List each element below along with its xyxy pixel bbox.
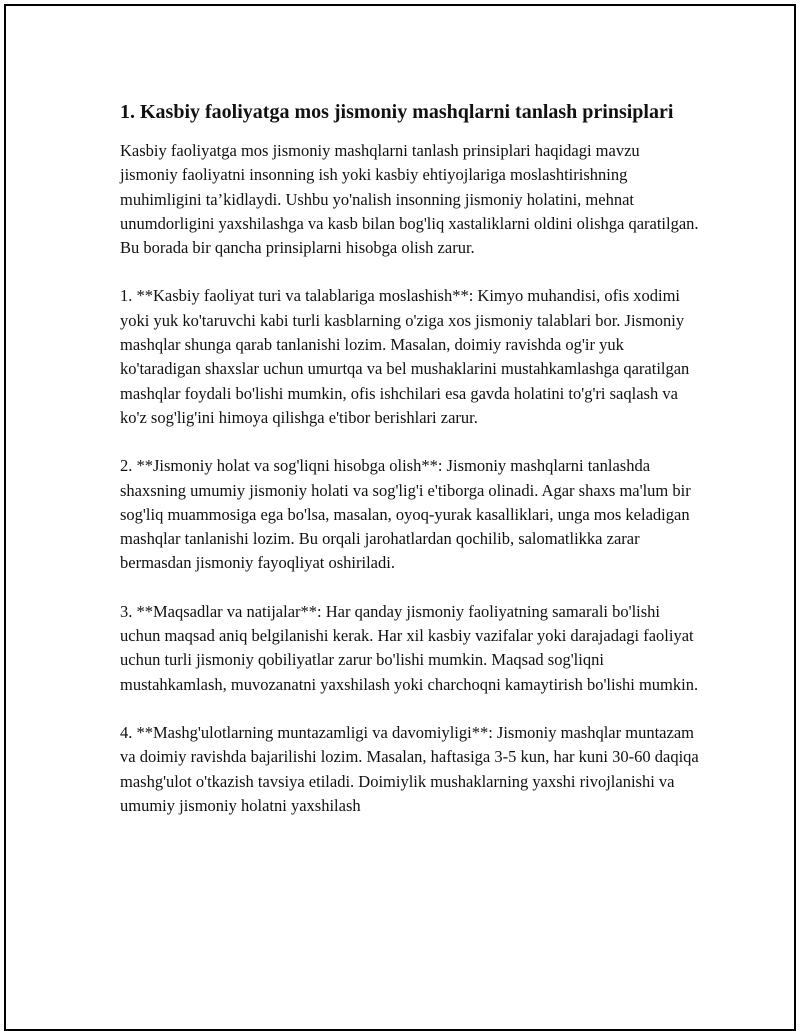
document-body	[120, 98, 700, 842]
page-frame	[4, 4, 796, 1031]
intro-paragraph: Kasbiy faoliyatga mos jismoniy mashqlarni tanlash prinsiplari haqidagi mavzu jismoniy faoliyatni insonning ish yoki kasbiy ehtiyojlariga moslashtirishning muhimligini ta’kidlaydi. Ushbu yo'nalish insonning jismoniy holatini, mehnat unumdorligini yaxshilashga va kasb bilan bog'liq xastaliklarni oldini olishga qaratilgan. Bu borada bir qancha prinsiplarni hisobga olish zarur.	[120, 141, 699, 258]
principle-1-paragraph: 1. **Kasbiy faoliyat turi va talablariga moslashish**: Kimyo muhandisi, ofis xodimi yoki yuk ko'taruvchi kabi turli kasblarning o'ziga xos jismoniy talablari bor. Jismoniy mashqlar shunga qarab tanlanishi lozim. Masalan, doimiy ravishda og'ir yuk ko'taradigan shaxslar uchun umurtqa va bel mushaklarini mustahkamlashga qaratilgan mashqlar foydali bo'lishi mumkin, ofis ishchilari esa gavda holatini to'g'ri saqlash va ko'z sog'lig'ini himoya qilishga e'tibor berishlari zarur.	[120, 286, 690, 427]
principle-2-paragraph: 2. **Jismoniy holat va sog'liqni hisobga olish**: Jismoniy mashqlarni tanlashda shaxsning umumiy jismoniy holati va sog'lig'i e'tiborga olinadi. Agar shaxs ma'lum bir sog'liq muammosiga ega bo'lsa, masalan, oyoq-yurak kasalliklari, unga mos keladigan mashqlar tanlanishi lozim. Bu orqali jarohatlardan qochilib, salomatlikka zarar bermasdan jismoniy fayoqliyat oshiriladi.	[120, 456, 691, 573]
principle-4-paragraph: 4. **Mashg'ulotlarning muntazamligi va davomiyligi**: Jismoniy mashqlar muntazam va doimiy ravishda bajarilishi lozim. Masalan, haftasiga 3-5 kun, har kuni 30-60 daqiqa mashg'ulot o'tkazish tavsiya etiladi. Doimiylik mushaklarning yaxshi rivojlanishi va umumiy jismoniy holatni yaxshilash	[120, 722, 699, 815]
document-title: 1. Kasbiy faoliyatga mos jismoniy mashqlarni tanlash prinsiplari	[120, 101, 674, 123]
principle-3-paragraph: 3. **Maqsadlar va natijalar**: Har qanday jismoniy faoliyatning samarali bo'lishi uchun maqsad aniq belgilanishi kerak. Har xil kasbiy vazifalar yoki darajadagi faoliyat uchun turli jismoniy qobiliyatlar zarur bo'lishi mumkin. Maqsad sog'liqni mustahkamlash, muvozanatni yaxshilash yoki charchoqni kamaytirish bo'lishi mumkin.	[120, 601, 699, 694]
